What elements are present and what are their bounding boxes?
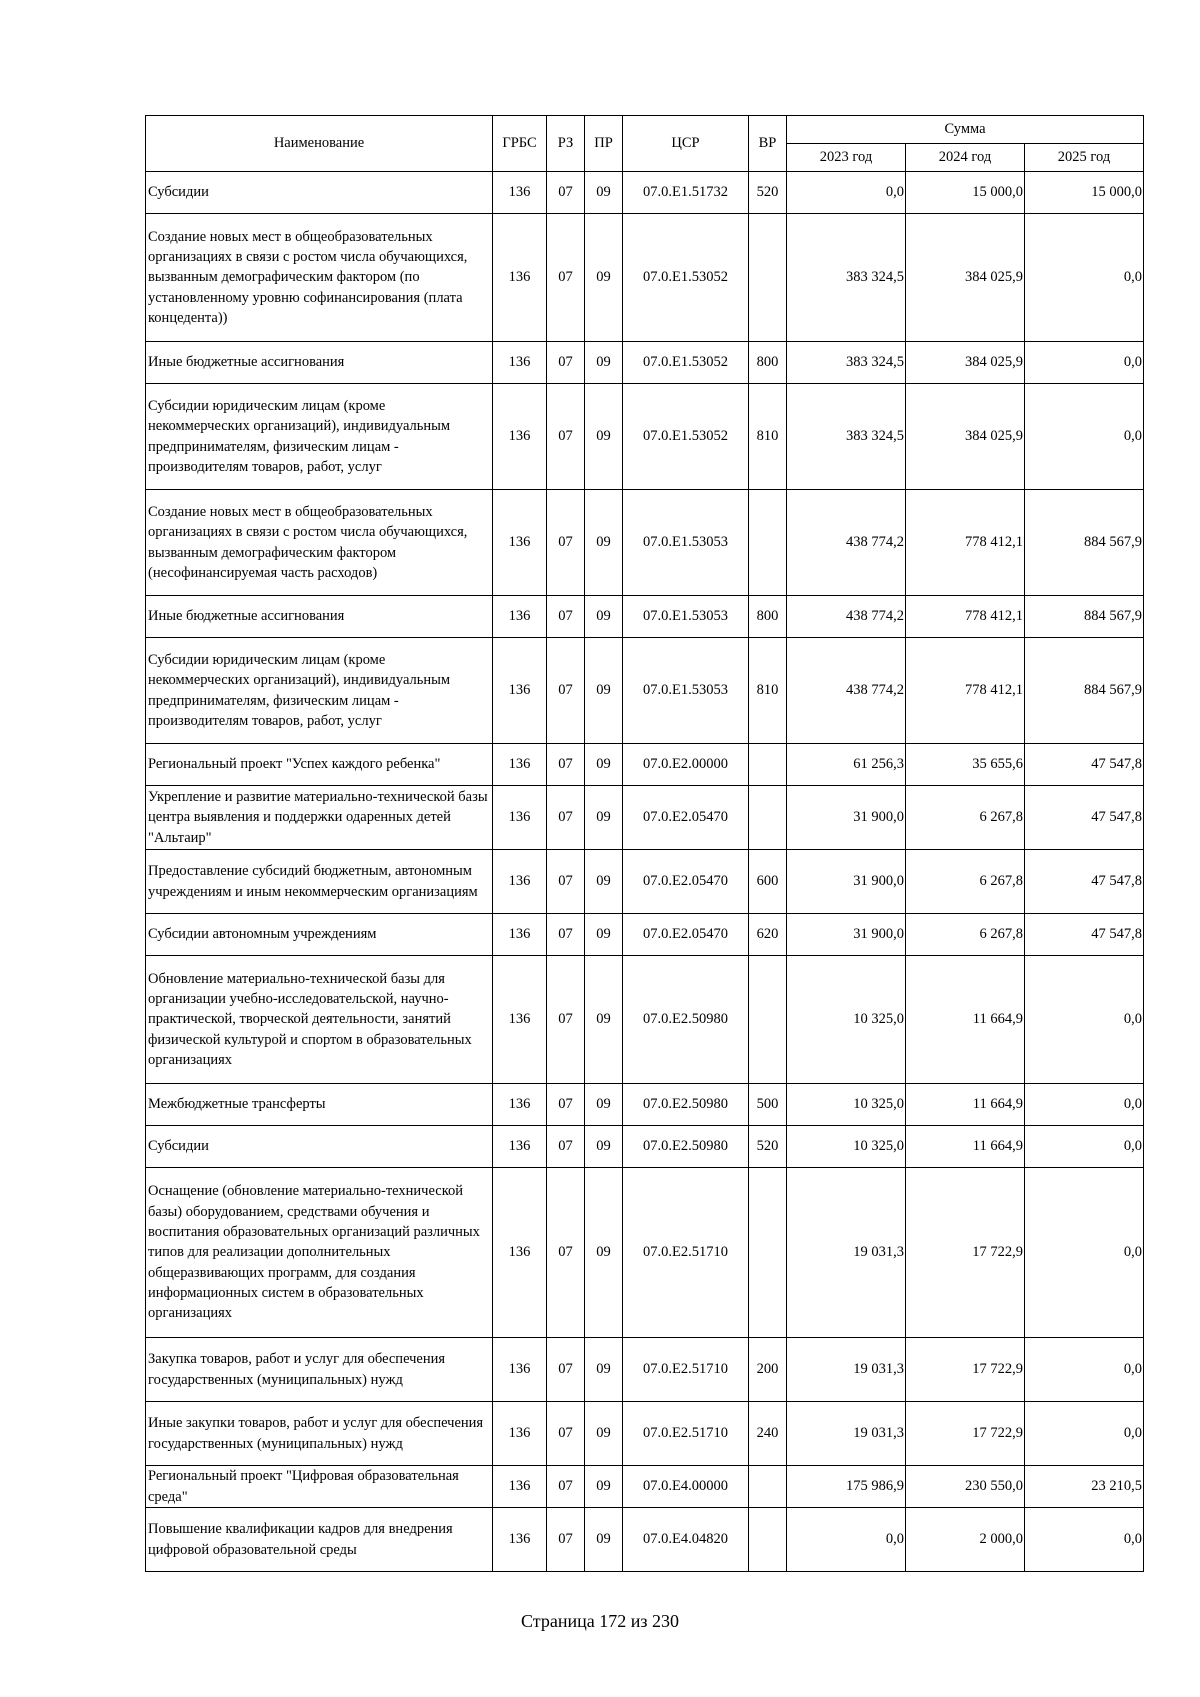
header-sum: Сумма bbox=[787, 116, 1144, 144]
cell-grbs: 136 bbox=[493, 744, 547, 786]
cell-vr: 200 bbox=[749, 1338, 787, 1402]
cell-amount-2023: 10 325,0 bbox=[787, 1084, 906, 1126]
cell-csr: 07.0.E2.51710 bbox=[623, 1402, 749, 1466]
cell-pr: 09 bbox=[585, 850, 623, 914]
cell-name: Иные бюджетные ассигнования bbox=[146, 596, 493, 638]
header-csr: ЦСР bbox=[623, 116, 749, 172]
table-row bbox=[146, 850, 1144, 914]
cell-amount-2024: 6 267,8 bbox=[906, 786, 1025, 850]
cell-csr: 07.0.E1.51732 bbox=[623, 172, 749, 214]
cell-rz: 07 bbox=[547, 490, 585, 596]
cell-amount-2024: 11 664,9 bbox=[906, 956, 1025, 1084]
table-row bbox=[146, 172, 1144, 214]
cell-name: Субсидии bbox=[146, 1126, 493, 1168]
cell-grbs: 136 bbox=[493, 914, 547, 956]
cell-amount-2025: 0,0 bbox=[1025, 1126, 1144, 1168]
cell-csr: 07.0.E2.05470 bbox=[623, 850, 749, 914]
cell-amount-2024: 17 722,9 bbox=[906, 1338, 1025, 1402]
table-row bbox=[146, 596, 1144, 638]
cell-csr: 07.0.E1.53053 bbox=[623, 490, 749, 596]
cell-vr: 240 bbox=[749, 1402, 787, 1466]
cell-vr bbox=[749, 786, 787, 850]
cell-amount-2024: 35 655,6 bbox=[906, 744, 1025, 786]
cell-rz: 07 bbox=[547, 342, 585, 384]
cell-csr: 07.0.E2.50980 bbox=[623, 956, 749, 1084]
cell-grbs: 136 bbox=[493, 956, 547, 1084]
cell-csr: 07.0.E2.50980 bbox=[623, 1126, 749, 1168]
header-row-top bbox=[146, 116, 1144, 144]
cell-amount-2024: 778 412,1 bbox=[906, 638, 1025, 744]
cell-pr: 09 bbox=[585, 786, 623, 850]
cell-amount-2023: 19 031,3 bbox=[787, 1338, 906, 1402]
cell-amount-2024: 11 664,9 bbox=[906, 1126, 1025, 1168]
cell-amount-2023: 31 900,0 bbox=[787, 786, 906, 850]
cell-amount-2025: 884 567,9 bbox=[1025, 490, 1144, 596]
cell-vr: 800 bbox=[749, 596, 787, 638]
cell-pr: 09 bbox=[585, 1126, 623, 1168]
cell-csr: 07.0.E4.00000 bbox=[623, 1466, 749, 1508]
cell-rz: 07 bbox=[547, 1402, 585, 1466]
cell-csr: 07.0.E1.53053 bbox=[623, 596, 749, 638]
cell-pr: 09 bbox=[585, 342, 623, 384]
cell-amount-2023: 31 900,0 bbox=[787, 914, 906, 956]
cell-vr: 810 bbox=[749, 638, 787, 744]
table-row bbox=[146, 786, 1144, 850]
table-row bbox=[146, 384, 1144, 490]
cell-pr: 09 bbox=[585, 1168, 623, 1338]
cell-name: Региональный проект "Успех каждого ребенка" bbox=[146, 744, 493, 786]
cell-grbs: 136 bbox=[493, 596, 547, 638]
cell-pr: 09 bbox=[585, 956, 623, 1084]
cell-vr bbox=[749, 1168, 787, 1338]
cell-amount-2024: 230 550,0 bbox=[906, 1466, 1025, 1508]
cell-amount-2024: 2 000,0 bbox=[906, 1508, 1025, 1572]
cell-amount-2023: 19 031,3 bbox=[787, 1168, 906, 1338]
cell-vr: 810 bbox=[749, 384, 787, 490]
table-row bbox=[146, 1168, 1144, 1338]
cell-amount-2023: 438 774,2 bbox=[787, 638, 906, 744]
cell-pr: 09 bbox=[585, 1084, 623, 1126]
cell-amount-2025: 884 567,9 bbox=[1025, 596, 1144, 638]
cell-rz: 07 bbox=[547, 786, 585, 850]
page-number: Страница 172 из 230 bbox=[521, 1611, 679, 1631]
cell-csr: 07.0.E1.53052 bbox=[623, 342, 749, 384]
cell-pr: 09 bbox=[585, 744, 623, 786]
cell-rz: 07 bbox=[547, 850, 585, 914]
cell-rz: 07 bbox=[547, 1168, 585, 1338]
cell-amount-2023: 175 986,9 bbox=[787, 1466, 906, 1508]
cell-vr bbox=[749, 956, 787, 1084]
table-body bbox=[146, 172, 1144, 1572]
cell-grbs: 136 bbox=[493, 1466, 547, 1508]
cell-rz: 07 bbox=[547, 1338, 585, 1402]
cell-amount-2024: 778 412,1 bbox=[906, 490, 1025, 596]
table-row bbox=[146, 214, 1144, 342]
cell-amount-2025: 0,0 bbox=[1025, 1508, 1144, 1572]
cell-rz: 07 bbox=[547, 1466, 585, 1508]
table-row bbox=[146, 1338, 1144, 1402]
cell-csr: 07.0.E1.53053 bbox=[623, 638, 749, 744]
cell-vr bbox=[749, 490, 787, 596]
cell-amount-2024: 384 025,9 bbox=[906, 342, 1025, 384]
cell-amount-2023: 10 325,0 bbox=[787, 956, 906, 1084]
cell-grbs: 136 bbox=[493, 172, 547, 214]
cell-rz: 07 bbox=[547, 1508, 585, 1572]
cell-amount-2025: 23 210,5 bbox=[1025, 1466, 1144, 1508]
cell-amount-2024: 778 412,1 bbox=[906, 596, 1025, 638]
cell-amount-2024: 384 025,9 bbox=[906, 214, 1025, 342]
cell-name: Субсидии юридическим лицам (кроме некоммерческих организаций), индивидуальным предпринимателям, физическим лицам - производителям товаров, работ, услуг bbox=[146, 638, 493, 744]
cell-amount-2025: 0,0 bbox=[1025, 1402, 1144, 1466]
cell-vr: 620 bbox=[749, 914, 787, 956]
cell-csr: 07.0.E1.53052 bbox=[623, 384, 749, 490]
cell-name: Иные бюджетные ассигнования bbox=[146, 342, 493, 384]
header-grbs: ГРБС bbox=[493, 116, 547, 172]
cell-rz: 07 bbox=[547, 172, 585, 214]
cell-amount-2024: 6 267,8 bbox=[906, 914, 1025, 956]
table-row bbox=[146, 956, 1144, 1084]
cell-pr: 09 bbox=[585, 596, 623, 638]
table-row bbox=[146, 342, 1144, 384]
cell-vr bbox=[749, 1508, 787, 1572]
header-rz: РЗ bbox=[547, 116, 585, 172]
cell-amount-2025: 884 567,9 bbox=[1025, 638, 1144, 744]
table-row bbox=[146, 1402, 1144, 1466]
cell-vr: 520 bbox=[749, 1126, 787, 1168]
cell-amount-2023: 31 900,0 bbox=[787, 850, 906, 914]
cell-amount-2023: 383 324,5 bbox=[787, 342, 906, 384]
cell-name: Предоставление субсидий бюджетным, автономным учреждениям и иным некоммерческим организациям bbox=[146, 850, 493, 914]
cell-name: Оснащение (обновление материально-технической базы) оборудованием, средствами обучения и воспитания образовательных организаций различных типов для реализации дополнительных общеразвивающих программ, для создания информационных систем в образовательных организациях bbox=[146, 1168, 493, 1338]
cell-vr bbox=[749, 744, 787, 786]
cell-csr: 07.0.E1.53052 bbox=[623, 214, 749, 342]
cell-rz: 07 bbox=[547, 1084, 585, 1126]
cell-pr: 09 bbox=[585, 1338, 623, 1402]
cell-name: Закупка товаров, работ и услуг для обеспечения государственных (муниципальных) нужд bbox=[146, 1338, 493, 1402]
cell-pr: 09 bbox=[585, 1508, 623, 1572]
cell-grbs: 136 bbox=[493, 786, 547, 850]
cell-pr: 09 bbox=[585, 638, 623, 744]
cell-name: Иные закупки товаров, работ и услуг для обеспечения государственных (муниципальных) нужд bbox=[146, 1402, 493, 1466]
table-row bbox=[146, 914, 1144, 956]
cell-pr: 09 bbox=[585, 1402, 623, 1466]
cell-amount-2023: 0,0 bbox=[787, 1508, 906, 1572]
header-pr: ПР bbox=[585, 116, 623, 172]
cell-amount-2025: 0,0 bbox=[1025, 1168, 1144, 1338]
cell-amount-2024: 17 722,9 bbox=[906, 1168, 1025, 1338]
cell-amount-2025: 47 547,8 bbox=[1025, 744, 1144, 786]
cell-vr: 500 bbox=[749, 1084, 787, 1126]
header-year-2023: 2023 год bbox=[787, 144, 906, 172]
cell-vr: 800 bbox=[749, 342, 787, 384]
cell-amount-2023: 383 324,5 bbox=[787, 214, 906, 342]
cell-grbs: 136 bbox=[493, 638, 547, 744]
cell-name: Создание новых мест в общеобразовательных организациях в связи с ростом числа обучающихся, вызванным демографическим фактором (несофинансируемая часть расходов) bbox=[146, 490, 493, 596]
cell-amount-2024: 11 664,9 bbox=[906, 1084, 1025, 1126]
table-row bbox=[146, 1126, 1144, 1168]
cell-pr: 09 bbox=[585, 384, 623, 490]
cell-grbs: 136 bbox=[493, 850, 547, 914]
cell-vr bbox=[749, 214, 787, 342]
cell-grbs: 136 bbox=[493, 214, 547, 342]
cell-amount-2023: 0,0 bbox=[787, 172, 906, 214]
cell-name: Повышение квалификации кадров для внедрения цифровой образовательной среды bbox=[146, 1508, 493, 1572]
table-row bbox=[146, 1466, 1144, 1508]
cell-amount-2025: 47 547,8 bbox=[1025, 786, 1144, 850]
header-year-2024: 2024 год bbox=[906, 144, 1025, 172]
cell-amount-2025: 0,0 bbox=[1025, 956, 1144, 1084]
header-year-2025: 2025 год bbox=[1025, 144, 1144, 172]
cell-vr bbox=[749, 1466, 787, 1508]
cell-vr: 520 bbox=[749, 172, 787, 214]
cell-amount-2024: 17 722,9 bbox=[906, 1402, 1025, 1466]
cell-csr: 07.0.E2.05470 bbox=[623, 914, 749, 956]
cell-name: Укрепление и развитие материально-технической базы центра выявления и поддержки одаренных детей "Альтаир" bbox=[146, 786, 493, 850]
cell-amount-2025: 47 547,8 bbox=[1025, 850, 1144, 914]
cell-name: Субсидии bbox=[146, 172, 493, 214]
cell-rz: 07 bbox=[547, 1126, 585, 1168]
cell-grbs: 136 bbox=[493, 1402, 547, 1466]
cell-csr: 07.0.E2.00000 bbox=[623, 744, 749, 786]
cell-name: Межбюджетные трансферты bbox=[146, 1084, 493, 1126]
cell-amount-2023: 61 256,3 bbox=[787, 744, 906, 786]
cell-amount-2025: 0,0 bbox=[1025, 214, 1144, 342]
cell-grbs: 136 bbox=[493, 1168, 547, 1338]
cell-pr: 09 bbox=[585, 1466, 623, 1508]
cell-amount-2023: 438 774,2 bbox=[787, 596, 906, 638]
cell-amount-2025: 47 547,8 bbox=[1025, 914, 1144, 956]
cell-name: Обновление материально-технической базы для организации учебно-исследовательской, научно-практической, творческой деятельности, занятий физической культурой и спортом в образовательных организациях bbox=[146, 956, 493, 1084]
cell-grbs: 136 bbox=[493, 1508, 547, 1572]
cell-rz: 07 bbox=[547, 638, 585, 744]
cell-amount-2025: 0,0 bbox=[1025, 1338, 1144, 1402]
cell-pr: 09 bbox=[585, 490, 623, 596]
budget-table bbox=[145, 115, 1144, 1572]
cell-rz: 07 bbox=[547, 384, 585, 490]
table-row bbox=[146, 490, 1144, 596]
table-row bbox=[146, 1084, 1144, 1126]
cell-rz: 07 bbox=[547, 914, 585, 956]
cell-grbs: 136 bbox=[493, 490, 547, 596]
cell-grbs: 136 bbox=[493, 1084, 547, 1126]
cell-amount-2024: 15 000,0 bbox=[906, 172, 1025, 214]
cell-amount-2023: 19 031,3 bbox=[787, 1402, 906, 1466]
cell-name: Субсидии юридическим лицам (кроме некоммерческих организаций), индивидуальным предпринимателям, физическим лицам - производителям товаров, работ, услуг bbox=[146, 384, 493, 490]
cell-name: Региональный проект "Цифровая образовательная среда" bbox=[146, 1466, 493, 1508]
cell-grbs: 136 bbox=[493, 384, 547, 490]
cell-amount-2025: 0,0 bbox=[1025, 342, 1144, 384]
cell-csr: 07.0.E2.51710 bbox=[623, 1338, 749, 1402]
table-row bbox=[146, 1508, 1144, 1572]
cell-vr: 600 bbox=[749, 850, 787, 914]
cell-amount-2025: 0,0 bbox=[1025, 384, 1144, 490]
cell-pr: 09 bbox=[585, 914, 623, 956]
table-row bbox=[146, 638, 1144, 744]
cell-amount-2024: 384 025,9 bbox=[906, 384, 1025, 490]
cell-rz: 07 bbox=[547, 214, 585, 342]
cell-amount-2025: 15 000,0 bbox=[1025, 172, 1144, 214]
cell-amount-2024: 6 267,8 bbox=[906, 850, 1025, 914]
cell-name: Создание новых мест в общеобразовательных организациях в связи с ростом числа обучающихся, вызванным демографическим фактором (по установленному уровню софинансирования (плата концедента)) bbox=[146, 214, 493, 342]
cell-amount-2023: 383 324,5 bbox=[787, 384, 906, 490]
cell-amount-2023: 438 774,2 bbox=[787, 490, 906, 596]
header-vr: ВР bbox=[749, 116, 787, 172]
cell-rz: 07 bbox=[547, 956, 585, 1084]
cell-amount-2023: 10 325,0 bbox=[787, 1126, 906, 1168]
cell-rz: 07 bbox=[547, 744, 585, 786]
cell-csr: 07.0.E2.51710 bbox=[623, 1168, 749, 1338]
cell-amount-2025: 0,0 bbox=[1025, 1084, 1144, 1126]
header-name: Наименование bbox=[146, 116, 493, 172]
table-row bbox=[146, 744, 1144, 786]
cell-csr: 07.0.E4.04820 bbox=[623, 1508, 749, 1572]
cell-pr: 09 bbox=[585, 214, 623, 342]
cell-grbs: 136 bbox=[493, 342, 547, 384]
cell-grbs: 136 bbox=[493, 1338, 547, 1402]
cell-rz: 07 bbox=[547, 596, 585, 638]
cell-csr: 07.0.E2.05470 bbox=[623, 786, 749, 850]
cell-grbs: 136 bbox=[493, 1126, 547, 1168]
cell-name: Субсидии автономным учреждениям bbox=[146, 914, 493, 956]
cell-pr: 09 bbox=[585, 172, 623, 214]
cell-csr: 07.0.E2.50980 bbox=[623, 1084, 749, 1126]
